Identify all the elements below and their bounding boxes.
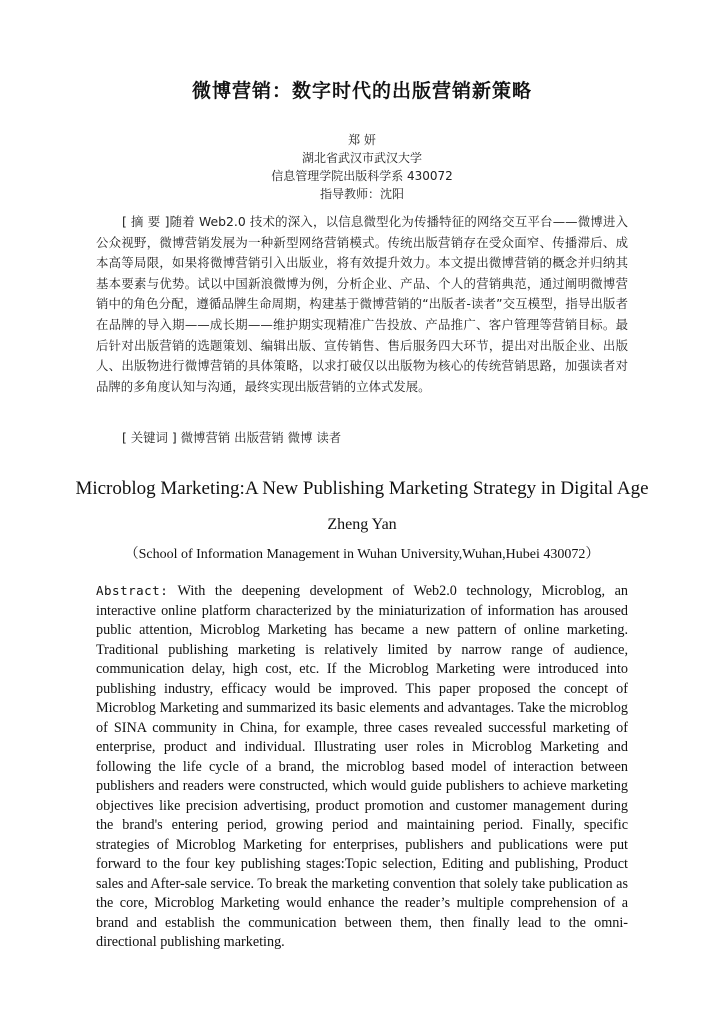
chinese-keywords-text: 微博营销 出版营销 微博 读者 xyxy=(180,430,342,445)
english-abstract-label: Abstract: xyxy=(96,583,169,598)
chinese-advisor: 指导教师：沈阳 xyxy=(319,187,404,201)
chinese-abstract xyxy=(96,212,628,397)
chinese-keywords-label: [ 关键词 ] xyxy=(122,430,177,445)
english-abstract-text: With the deepening development of Web2.0 technology, Microblog, an interactive online platform characterized by the miniaturization of information has aroused public attention, Microblog Marketing has became a new pattern of online marketing. Traditional publishing marketing is relatively limited by narrow range of audience, communication delay, high cost, etc. If the Microblog Marketing were introduced into publishing industry, efficacy would be improved. This paper proposed the concept of Microblog Marketing and summarized its basic elements and advantages. Take the microblog of SINA community in China, for example, three cases revealed successful marketing of enterprise, product and individual. Illustrating user roles in Microblog Marketing and following the life cycle of a brand, the microblog based model of interaction between publishers and readers were constructed, which would guide publishers to achieve marketing objectives like precision advertising, product promotion and customer management during the brand's entering period, growing period and maintaining period. Finally, specific strategies of Microblog Marketing for enterprises, publishers and publications were put forward to the four key publishing stages:Topic selection, Editing and publishing, Product sales and After-sale service. To break the marketing convention that solely take publication as the core, Microblog Marketing would enhance the reader’s multiple comprehension of a brand and establish the communication between them, then finally lead to the omni-directional publishing marketing. xyxy=(96,583,629,950)
english-affiliation: （School of Information Management in Wuhan University,Wuhan,Hubei 430072） xyxy=(124,547,600,562)
english-abstract xyxy=(96,581,628,953)
chinese-keywords xyxy=(122,428,341,446)
chinese-abstract-text: 随着 Web2.0 技术的深入，以信息微型化为传播特征的网络交互平台——微博进入公众视野，微博营销发展为一种新型网络营销模式。传统出版营销存在受众面窄、传播滞后、成本高等局限，如果将微博营销引入出版业，将有效提升效力。本文提出微博营销的概念并归纳其基本要素与优势。试以中国新浪微博为例，分析企业、产品、个人的营销典范，通过阐明微博营销中的角色分配，遵循品牌生命周期，构建基于微博营销的“出版者-读者”交互模型，指导出版者在品牌的导入期——成长期——维护期实现精准广告投放、产品推广、客户管理等营销目标。最后针对出版营销的选题策划、编辑出版、宣传销售、售后服务四大环节，提出对出版企业、出版人、出版物进行微博营销的具体策略，以求打破仅以出版物为核心的传统营销思路，加强读者对品牌的多角度认知与沟通，最终实现出版营销的立体式发展。 xyxy=(96,214,628,394)
chinese-abstract-label: [ 摘 要 ] xyxy=(122,214,170,229)
chinese-title: 微博营销：数字时代的出版营销新策略 xyxy=(191,80,532,102)
chinese-author: 郑 妍 xyxy=(348,133,376,147)
chinese-affiliation-department: 信息管理学院出版科学系 430072 xyxy=(271,169,453,183)
english-title: Microblog Marketing:A New Publishing Marketing Strategy in Digital Age xyxy=(75,478,649,499)
chinese-affiliation-university: 湖北省武汉市武汉大学 xyxy=(301,151,422,165)
english-author: Zheng Yan xyxy=(327,516,397,533)
